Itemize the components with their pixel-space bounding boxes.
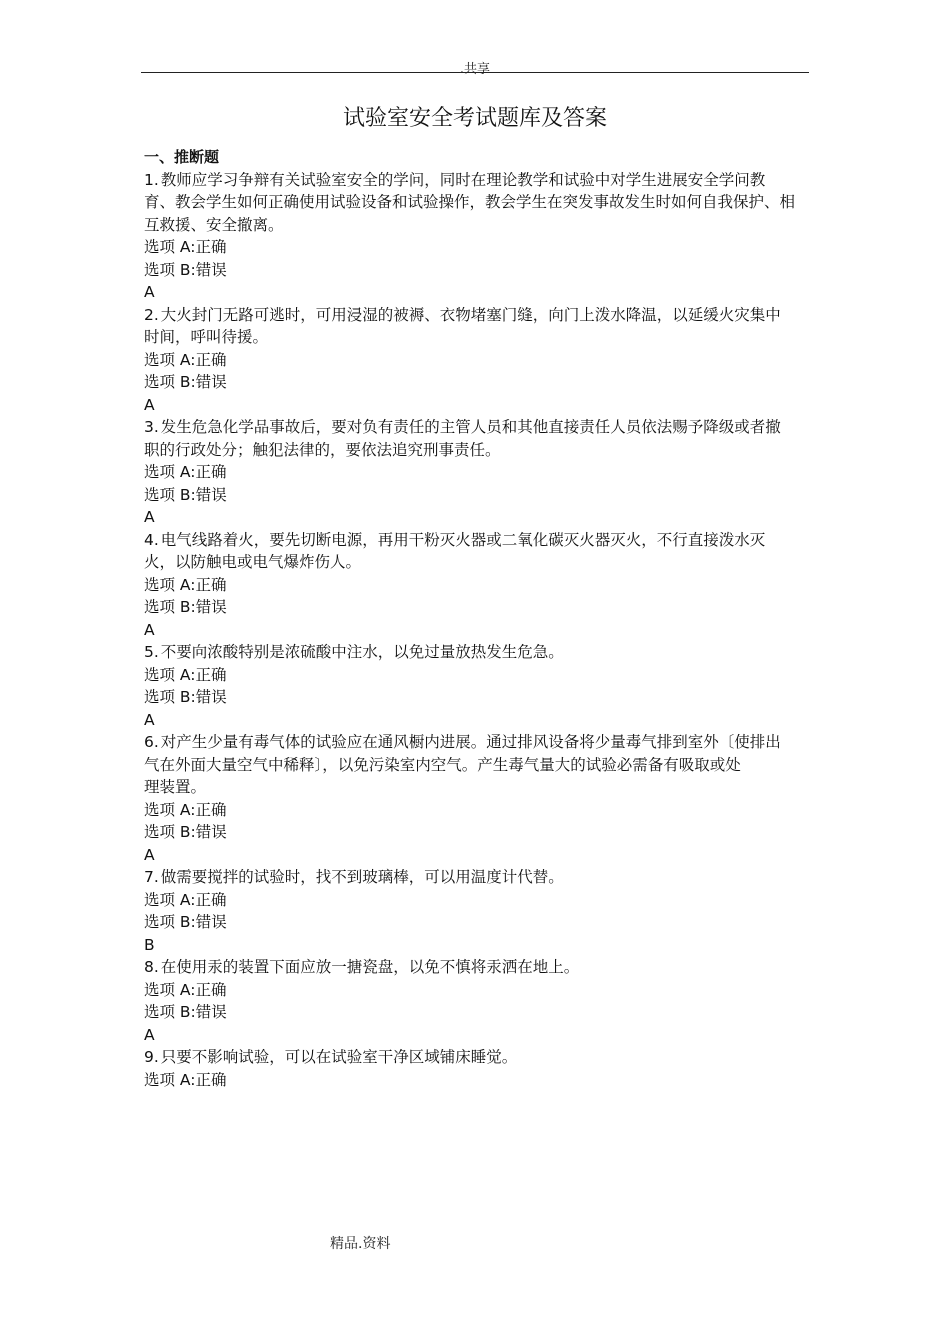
option-b: 选项 B:错误	[144, 373, 227, 391]
question-text: 职的行政处分；触犯法律的，要依法追究刑事责任。	[144, 440, 501, 459]
option-b: 选项 B:错误	[144, 598, 227, 616]
page-header: .共享	[459, 62, 491, 77]
option-a: 选项 A:正确	[144, 575, 227, 594]
answer: A	[144, 710, 155, 729]
document-title: 试验室安全考试题库及答案	[342, 106, 607, 131]
option-a: 选项 A:正确	[144, 890, 227, 909]
option-b: 选项 B:错误	[144, 260, 227, 279]
question-6	[144, 731, 812, 866]
question-text: 理装置。	[144, 778, 207, 796]
option-b: 选项 B:错误	[144, 823, 227, 841]
question-text: 火，以防触电或电气爆炸伤人。	[144, 553, 362, 571]
section-heading: 一、推断题	[144, 148, 220, 166]
option-a: 选项 A:正确	[144, 980, 227, 999]
option-b: 选项 B:错误	[144, 913, 227, 931]
question-3	[144, 416, 812, 529]
page-footer: 精品.资料	[330, 1236, 391, 1252]
question-text: 时间，呼叫待援。	[144, 328, 269, 346]
question-text: 育、教会学生如何正确使用试验设备和试验操作，教会学生在突发事故发生时如何自我保护、相	[144, 193, 796, 211]
question-1	[144, 169, 812, 304]
answer: A	[144, 845, 155, 864]
document-body	[144, 146, 812, 1091]
question-text: 1. 教师应学习争辩有关试验室安全的学问，同时在理论教学和试验中对学生进展安全学问教	[144, 170, 766, 189]
option-a: 选项 A:正确	[144, 800, 227, 819]
question-text: 5. 不要向浓酸特别是浓硫酸中注水，以免过量放热发生危急。	[144, 643, 564, 661]
question-text: 3. 发生危急化学品事故后，要对负有责任的主管人员和其他直接责任人员依法赐予降级或者撤	[144, 418, 781, 436]
answer: B	[144, 935, 155, 954]
question-number: 4.	[144, 530, 159, 549]
question-8	[144, 956, 812, 1046]
option-b: 选项 B:错误	[144, 1003, 227, 1021]
question-text: 9. 只要不影响试验，可以在试验室干净区域铺床睡觉。	[144, 1048, 518, 1066]
question-text: 8. 在使用汞的装置下面应放一搪瓷盘，以免不慎将汞洒在地上。	[144, 958, 580, 976]
option-a: 选项 A:正确	[144, 1070, 227, 1089]
option-a: 选项 A:正确	[144, 665, 227, 684]
question-number: 1.	[144, 170, 159, 189]
option-a: 选项 A:正确	[144, 350, 227, 369]
question-2	[144, 304, 812, 417]
answer: A	[144, 395, 155, 414]
question-5	[144, 641, 812, 731]
question-number: 7.	[144, 868, 159, 886]
question-text: 7. 做需要搅拌的试验时，找不到玻璃棒，可以用温度计代替。	[144, 868, 564, 886]
answer: A	[144, 1025, 155, 1044]
question-4	[144, 529, 812, 642]
question-text: 6. 对产生少量有毒气体的试验应在通风橱内进展。通过排风设备将少量毒气排到室外〔使排出	[144, 733, 781, 751]
question-text: 互救援、安全撤离。	[144, 215, 284, 234]
question-text: 气在外面大量空气中稀释〕，以免污染室内空气。产生毒气量大的试验必需备有吸取或处	[144, 755, 741, 774]
question-text: 4. 电气线路着火，要先切断电源，再用干粉灭火器或二氧化碳灭火器灭火，不行直接泼水灭	[144, 530, 766, 549]
question-number: 8.	[144, 958, 159, 976]
question-number: 2.	[144, 305, 159, 324]
option-b: 选项 B:错误	[144, 688, 227, 706]
question-text: 2. 大火封门无路可逃时，可用浸湿的被褥、衣物堵塞门缝，向门上泼水降温，以延缓火灾集中	[144, 305, 781, 324]
option-a: 选项 A:正确	[144, 463, 227, 481]
option-b: 选项 B:错误	[144, 485, 227, 504]
answer: A	[144, 620, 155, 639]
question-9	[144, 1046, 812, 1091]
question-number: 6.	[144, 733, 159, 751]
question-number: 5.	[144, 643, 159, 661]
answer: A	[144, 283, 155, 301]
question-number: 3.	[144, 418, 159, 436]
question-number: 9.	[144, 1048, 159, 1066]
header-divider	[141, 72, 809, 73]
option-a: 选项 A:正确	[144, 238, 227, 256]
question-7	[144, 866, 812, 956]
answer: A	[144, 508, 155, 526]
